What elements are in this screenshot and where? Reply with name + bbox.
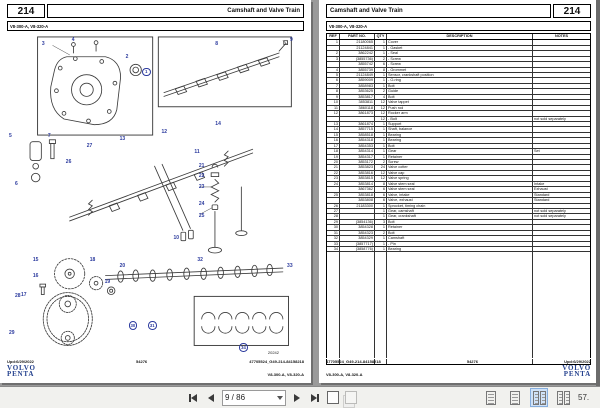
table-cell: 28 — [327, 214, 340, 218]
table-cell: 1 — [375, 149, 387, 153]
footer-center-number: 54276 — [466, 358, 478, 364]
table-cell: 1 — [375, 209, 387, 213]
table-cell: 1 — [375, 214, 387, 218]
table-cell: 3858983 — [340, 84, 375, 88]
table-cell — [533, 62, 590, 66]
table-cell: 3853814 — [340, 182, 375, 186]
table-cell: 1 — [375, 225, 387, 229]
table-cell: (3855736) — [340, 57, 375, 61]
table-cell — [533, 220, 590, 224]
diagram-callout: 11 — [194, 149, 200, 156]
table-cell: 12 — [375, 106, 387, 110]
table-cell: 15 — [327, 133, 340, 137]
parts-table — [326, 33, 591, 365]
diagram-callout: 27 — [86, 142, 93, 149]
table-cell — [533, 236, 590, 240]
table-cell — [327, 117, 340, 121]
table-cell: 6 — [375, 62, 387, 66]
table-cell: Camshaft — [387, 236, 533, 240]
table-cell: Bolt — [387, 84, 533, 88]
table-cell — [533, 57, 590, 61]
table-cell: 29 — [327, 220, 340, 224]
table-cell: 11 — [327, 106, 340, 110]
table-cell: (3857717) — [340, 242, 375, 246]
table-cell: 3867362 — [340, 187, 375, 191]
exploded-view-diagram — [6, 36, 305, 353]
table-cell: Push rod — [387, 106, 533, 110]
table-cell: 3854329 — [340, 236, 375, 240]
window-edge-strip — [596, 0, 600, 387]
left-page-header — [7, 4, 304, 18]
table-cell — [533, 176, 590, 180]
diagram-callout: 5 — [8, 133, 12, 140]
table-cell: 1 — [375, 133, 387, 137]
diagram-callout: 30 — [130, 323, 136, 329]
diagram-callout: 28 — [14, 293, 21, 300]
table-cell: Valve, intake — [387, 193, 533, 197]
table-cell: - Gasket — [387, 46, 533, 50]
table-cell: 30 — [327, 225, 340, 229]
table-cell: Screw — [387, 160, 533, 164]
table-cell: 1 — [375, 73, 387, 77]
footer-updated: Upd:6/29/2022 — [7, 358, 34, 364]
logo-line1: VOLVO — [562, 364, 591, 372]
diagram-callout: 8 — [215, 41, 219, 48]
table-cell: 3853172 — [340, 160, 375, 164]
page-navigation-group — [186, 390, 358, 406]
table-cell: 1 — [375, 84, 387, 88]
table-cell: 26 — [327, 204, 340, 208]
table-cell — [533, 138, 590, 142]
table-cell — [533, 231, 590, 235]
diagram-callout: 19 — [104, 279, 111, 286]
column-header: NOTES — [554, 34, 569, 38]
table-cell: Standard — [534, 192, 550, 197]
table-cell — [533, 160, 590, 164]
column-header: PART NO. — [340, 34, 375, 39]
table-cell: 1 — [375, 122, 387, 126]
page-layout-group — [482, 388, 592, 407]
continuous-layout-button[interactable] — [506, 388, 524, 407]
table-cell: 8 — [327, 89, 340, 93]
table-cell: 1 — [375, 144, 387, 148]
diagram-callout: 31 — [149, 323, 155, 329]
table-cell: Valve stem seal — [387, 187, 533, 191]
single-page-layout-button[interactable] — [482, 388, 500, 407]
table-cell: 1 — [375, 204, 387, 208]
table-cell: 3853625 — [340, 89, 375, 93]
table-cell: not sold separately — [534, 116, 566, 121]
table-cell: 3 — [375, 220, 387, 224]
table-cell: 1 — [375, 51, 387, 55]
table-cell — [533, 106, 590, 110]
table-cell: 3853816 — [340, 171, 375, 175]
table-cell: 1 — [375, 78, 387, 82]
page-number-box: 214 — [7, 4, 45, 18]
table-cell: 9 — [327, 95, 340, 99]
footer-center-number: 54276 — [136, 358, 148, 364]
table-cell: 8 — [375, 68, 387, 72]
facing-continuous-icon — [564, 391, 570, 405]
table-cell — [533, 68, 590, 72]
model-designation-bar: V8-300-A, V8-320-A — [7, 21, 304, 31]
page-number-input[interactable] — [222, 390, 286, 406]
table-cell: 3855739 — [340, 68, 375, 72]
table-cell: not sold separately — [534, 214, 566, 219]
table-cell: 2 — [375, 160, 387, 164]
table-cell — [533, 171, 590, 175]
diagram-callout: 9 — [290, 36, 293, 43]
table-cell: 2 — [375, 231, 387, 235]
page-number-box: 214 — [553, 4, 591, 18]
table-cell: 6 — [327, 78, 340, 82]
diagram-callout: 29 — [8, 329, 15, 336]
table-cell: 3853811 — [340, 100, 375, 104]
facing-pages-layout-button[interactable] — [530, 388, 548, 407]
extract-page-button[interactable] — [326, 391, 340, 405]
table-cell: 24 — [327, 182, 340, 186]
table-cell: - Pin — [387, 242, 533, 246]
table-cell: 3855742 — [340, 62, 375, 66]
table-cell: Rocker arm — [387, 111, 533, 115]
table-cell — [533, 40, 590, 44]
table-cell: 3860118 — [340, 106, 375, 110]
diagram-callout: 18 — [89, 256, 96, 263]
table-cell: 3854353 — [340, 144, 375, 148]
table-cell: Valve stem seal — [387, 182, 533, 186]
table-cell — [533, 127, 590, 131]
table-cell: 12 — [375, 171, 387, 175]
diagram-callout: 24 — [198, 201, 205, 208]
table-cell: 6 — [375, 187, 387, 191]
table-cell: 3859009 — [340, 78, 375, 82]
table-cell: Sensor, crankshaft position — [387, 73, 533, 77]
facing-continuous-layout-button[interactable] — [554, 388, 572, 407]
table-cell: Bolt — [387, 144, 533, 148]
footer-doc-id: 47705524_G49-214-84158218 — [249, 358, 304, 364]
column-header: QTY — [375, 34, 387, 39]
table-cell — [340, 214, 375, 218]
table-cell — [533, 84, 590, 88]
diagram-callout: 15 — [32, 256, 39, 263]
table-cell: 23 — [327, 176, 340, 180]
table-cell — [533, 133, 590, 137]
table-cell: 22 — [327, 171, 340, 175]
table-cell — [533, 111, 590, 115]
table-cell: 1 — [375, 46, 387, 50]
table-cell: 3 — [327, 57, 340, 61]
diagram-callouts — [6, 36, 305, 353]
table-cell: Gear — [387, 149, 533, 153]
table-cell: Retainer — [387, 155, 533, 159]
continuous-layout-icon — [510, 391, 520, 405]
parts-table-empty-columns — [327, 252, 590, 364]
table-cell — [533, 73, 590, 77]
table-cell: 12 — [327, 111, 340, 115]
table-cell: 1 — [375, 247, 387, 251]
table-cell: Cover — [387, 40, 533, 44]
table-cell: Gear, crankshaft — [387, 214, 533, 218]
table-cell: 3854328 — [340, 225, 375, 229]
table-cell: Bearing — [387, 138, 533, 142]
left-page-footer — [7, 358, 304, 378]
table-cell: - Bolt — [387, 117, 533, 121]
table-cell: 3854317 — [340, 155, 375, 159]
logo-line1: VOLVO — [7, 364, 36, 372]
model-designation-bar: V8-300-A, V8-320-A — [326, 21, 591, 31]
previous-page-icon — [208, 394, 214, 402]
table-cell: 2 — [327, 51, 340, 55]
table-cell: 3853818 — [340, 193, 375, 197]
table-cell: 7 — [327, 84, 340, 88]
table-cell — [533, 51, 590, 55]
table-cell: Bolt — [387, 220, 533, 224]
next-page-icon — [294, 394, 300, 402]
table-cell: Retainer — [387, 225, 533, 229]
facing-pages-icon — [540, 391, 546, 405]
table-cell: Guide — [387, 89, 533, 93]
logo-line2: PENTA — [563, 370, 591, 378]
diagram-callout: 3 — [41, 41, 45, 48]
table-cell: 5 — [327, 73, 340, 77]
figure-number: 20242 — [267, 350, 279, 355]
copy-page-button[interactable] — [344, 391, 358, 405]
table-cell: Shaft, balance — [387, 127, 533, 131]
logo-line2: PENTA — [7, 370, 35, 378]
footer-models: V8-300-A, V8-320-A — [326, 372, 363, 377]
table-cell: Bearing — [387, 247, 533, 251]
table-cell: 12 — [375, 111, 387, 115]
table-cell: Bolt — [387, 95, 533, 99]
table-cell: 3853817 — [340, 95, 375, 99]
table-cell: 6 — [375, 198, 387, 202]
table-cell — [533, 242, 590, 246]
table-cell: 3853815 — [340, 176, 375, 180]
table-cell: Intake — [534, 181, 545, 186]
table-cell: 17 — [327, 144, 340, 148]
volvo-penta-logo — [7, 365, 36, 377]
page-right — [319, 0, 598, 383]
table-cell — [327, 46, 340, 50]
table-cell: 1 — [375, 127, 387, 131]
table-cell: not sold separately — [534, 208, 566, 213]
table-cell: 2 — [375, 89, 387, 93]
volvo-penta-logo — [562, 365, 591, 377]
table-cell: 32 — [327, 236, 340, 240]
diagram-callout: 33 — [287, 263, 293, 270]
table-cell: 24 — [375, 165, 387, 169]
page-indicator: 9 / 86 — [225, 393, 246, 402]
table-cell — [533, 165, 590, 169]
table-cell: Bearing — [387, 133, 533, 137]
table-cell: 3854314 — [340, 149, 375, 153]
table-cell: Valve cotter — [387, 165, 533, 169]
table-cell: 3854318 — [340, 138, 375, 142]
parts-table-rows — [327, 40, 590, 252]
table-cell: 8 — [375, 182, 387, 186]
copy-page-icon — [345, 391, 357, 404]
table-cell: 1 — [375, 242, 387, 246]
table-cell: Standard — [534, 198, 550, 203]
table-cell: 12 — [375, 100, 387, 104]
table-cell — [340, 117, 375, 121]
diagram-callout: 20 — [119, 263, 126, 270]
diagram-callout: 22 — [198, 172, 205, 179]
diagram-callout: 34 — [241, 345, 246, 351]
table-cell: - Screw — [387, 62, 533, 66]
table-cell: 12 — [375, 117, 387, 121]
diagram-callout: 23 — [198, 183, 205, 190]
diagram-callout: 4 — [71, 36, 75, 43]
table-cell — [533, 122, 590, 126]
previous-page-button[interactable] — [204, 391, 218, 405]
table-cell: 1 — [375, 138, 387, 142]
table-cell — [533, 78, 590, 82]
table-cell: 33 — [327, 242, 340, 246]
column-header: DESCRIPTION — [387, 34, 533, 39]
table-cell — [533, 100, 590, 104]
table-cell: Support — [387, 122, 533, 126]
extract-page-icon — [327, 391, 339, 404]
table-cell: Set — [534, 149, 540, 154]
table-cell: Valve tappet — [387, 100, 533, 104]
diagram-callout: 2 — [125, 54, 129, 61]
right-page-header — [326, 4, 591, 18]
table-cell: 3854323 — [340, 231, 375, 235]
page-title: Camshaft and Valve Train — [47, 4, 304, 18]
diagram-callout: 17 — [20, 291, 27, 298]
column-header: REF — [327, 34, 340, 39]
table-cell: 21180065 — [340, 40, 375, 44]
table-cell: 31 — [327, 231, 340, 235]
table-cell: 25 — [327, 193, 340, 197]
page-left — [0, 0, 311, 383]
table-cell: Gear, camshaft — [387, 209, 533, 213]
diagram-callout: 21 — [198, 163, 205, 170]
footer-models: V8-300-A, V8-320-A — [267, 372, 304, 377]
table-cell: 3857715 — [340, 127, 375, 131]
table-cell — [327, 62, 340, 66]
table-cell — [533, 155, 590, 159]
table-cell — [533, 144, 590, 148]
table-cell — [327, 187, 340, 191]
diagram-callout: 1 — [142, 68, 151, 77]
page-dropdown-caret-icon[interactable] — [277, 396, 283, 400]
table-cell: 21 — [327, 165, 340, 169]
table-cell: 4 — [327, 68, 340, 72]
table-cell: 3861873 — [340, 111, 375, 115]
table-cell: 27 — [327, 209, 340, 213]
single-page-icon — [486, 391, 496, 405]
pdf-toolbar — [0, 386, 600, 408]
table-cell: - Screw — [387, 57, 533, 61]
diagram-callout: 6 — [14, 180, 18, 187]
table-cell: Valve, exhaust — [387, 198, 533, 202]
table-cell: 3853808 — [340, 198, 375, 202]
table-cell — [533, 225, 590, 229]
table-cell: 3853823 — [340, 165, 375, 169]
table-cell: 1 — [375, 236, 387, 240]
table-cell: (3858776) — [340, 247, 375, 251]
table-cell: 12 — [375, 176, 387, 180]
diagram-callout: 13 — [119, 136, 126, 143]
diagram-callout: 25 — [198, 212, 205, 219]
table-cell: Valve cap — [387, 171, 533, 175]
diagram-callout: 16 — [32, 272, 39, 279]
table-cell: Bolt — [387, 231, 533, 235]
right-page-footer — [326, 358, 591, 378]
table-cell: 2 — [375, 57, 387, 61]
table-cell: 1 — [375, 40, 387, 44]
table-cell: - Grommet — [387, 68, 533, 72]
table-cell — [533, 46, 590, 50]
table-cell: 3858518 — [340, 133, 375, 137]
table-cell: 6 — [375, 193, 387, 197]
table-cell: Valve spring — [387, 176, 533, 180]
diagram-callout: 32 — [197, 256, 203, 263]
table-cell: 18 — [327, 149, 340, 153]
table-cell: 19 — [327, 155, 340, 159]
table-cell: 1 — [375, 155, 387, 159]
table-cell: 21124849 — [340, 73, 375, 77]
table-cell: 13 — [327, 122, 340, 126]
table-cell: - Seal — [387, 51, 533, 55]
footer-doc-id: 47705524_G49-214-84158218 — [326, 358, 381, 364]
table-cell — [533, 204, 590, 208]
table-cell: 10 — [327, 100, 340, 104]
table-cell: 4 — [375, 95, 387, 99]
diagram-callout: 12 — [161, 128, 168, 135]
footer-updated: Upd:6/29/2022 — [564, 358, 591, 364]
table-cell: 3862242 — [340, 51, 375, 55]
table-cell: 3861874 — [340, 122, 375, 126]
last-page-button[interactable] — [308, 391, 322, 405]
table-cell: 14 — [327, 127, 340, 131]
table-cell — [533, 89, 590, 93]
first-page-button[interactable] — [186, 391, 200, 405]
table-cell — [533, 95, 590, 99]
table-cell: 16 — [327, 138, 340, 142]
page-title: Camshaft and Valve Train — [326, 4, 551, 18]
table-cell: (3854136) — [340, 220, 375, 224]
zoom-level-label: 57. — [578, 393, 590, 402]
next-page-button[interactable] — [290, 391, 304, 405]
table-cell — [533, 247, 590, 251]
table-cell: - O-ring — [387, 78, 533, 82]
table-cell: 1 — [327, 40, 340, 44]
diagram-callout: 14 — [215, 120, 221, 127]
diagram-callout: 26 — [65, 158, 72, 165]
table-cell: Sprocket, timing chain — [387, 204, 533, 208]
diagram-callout: 10 — [173, 234, 179, 241]
table-cell: 21124841 — [340, 46, 375, 50]
table-cell — [340, 209, 375, 213]
diagram-callout: 7 — [47, 133, 51, 140]
table-cell: 21183300 — [340, 204, 375, 208]
table-cell: 20 — [327, 160, 340, 164]
table-cell: 34 — [327, 247, 340, 251]
table-cell — [327, 198, 340, 202]
table-cell: Exhaust — [534, 187, 548, 192]
